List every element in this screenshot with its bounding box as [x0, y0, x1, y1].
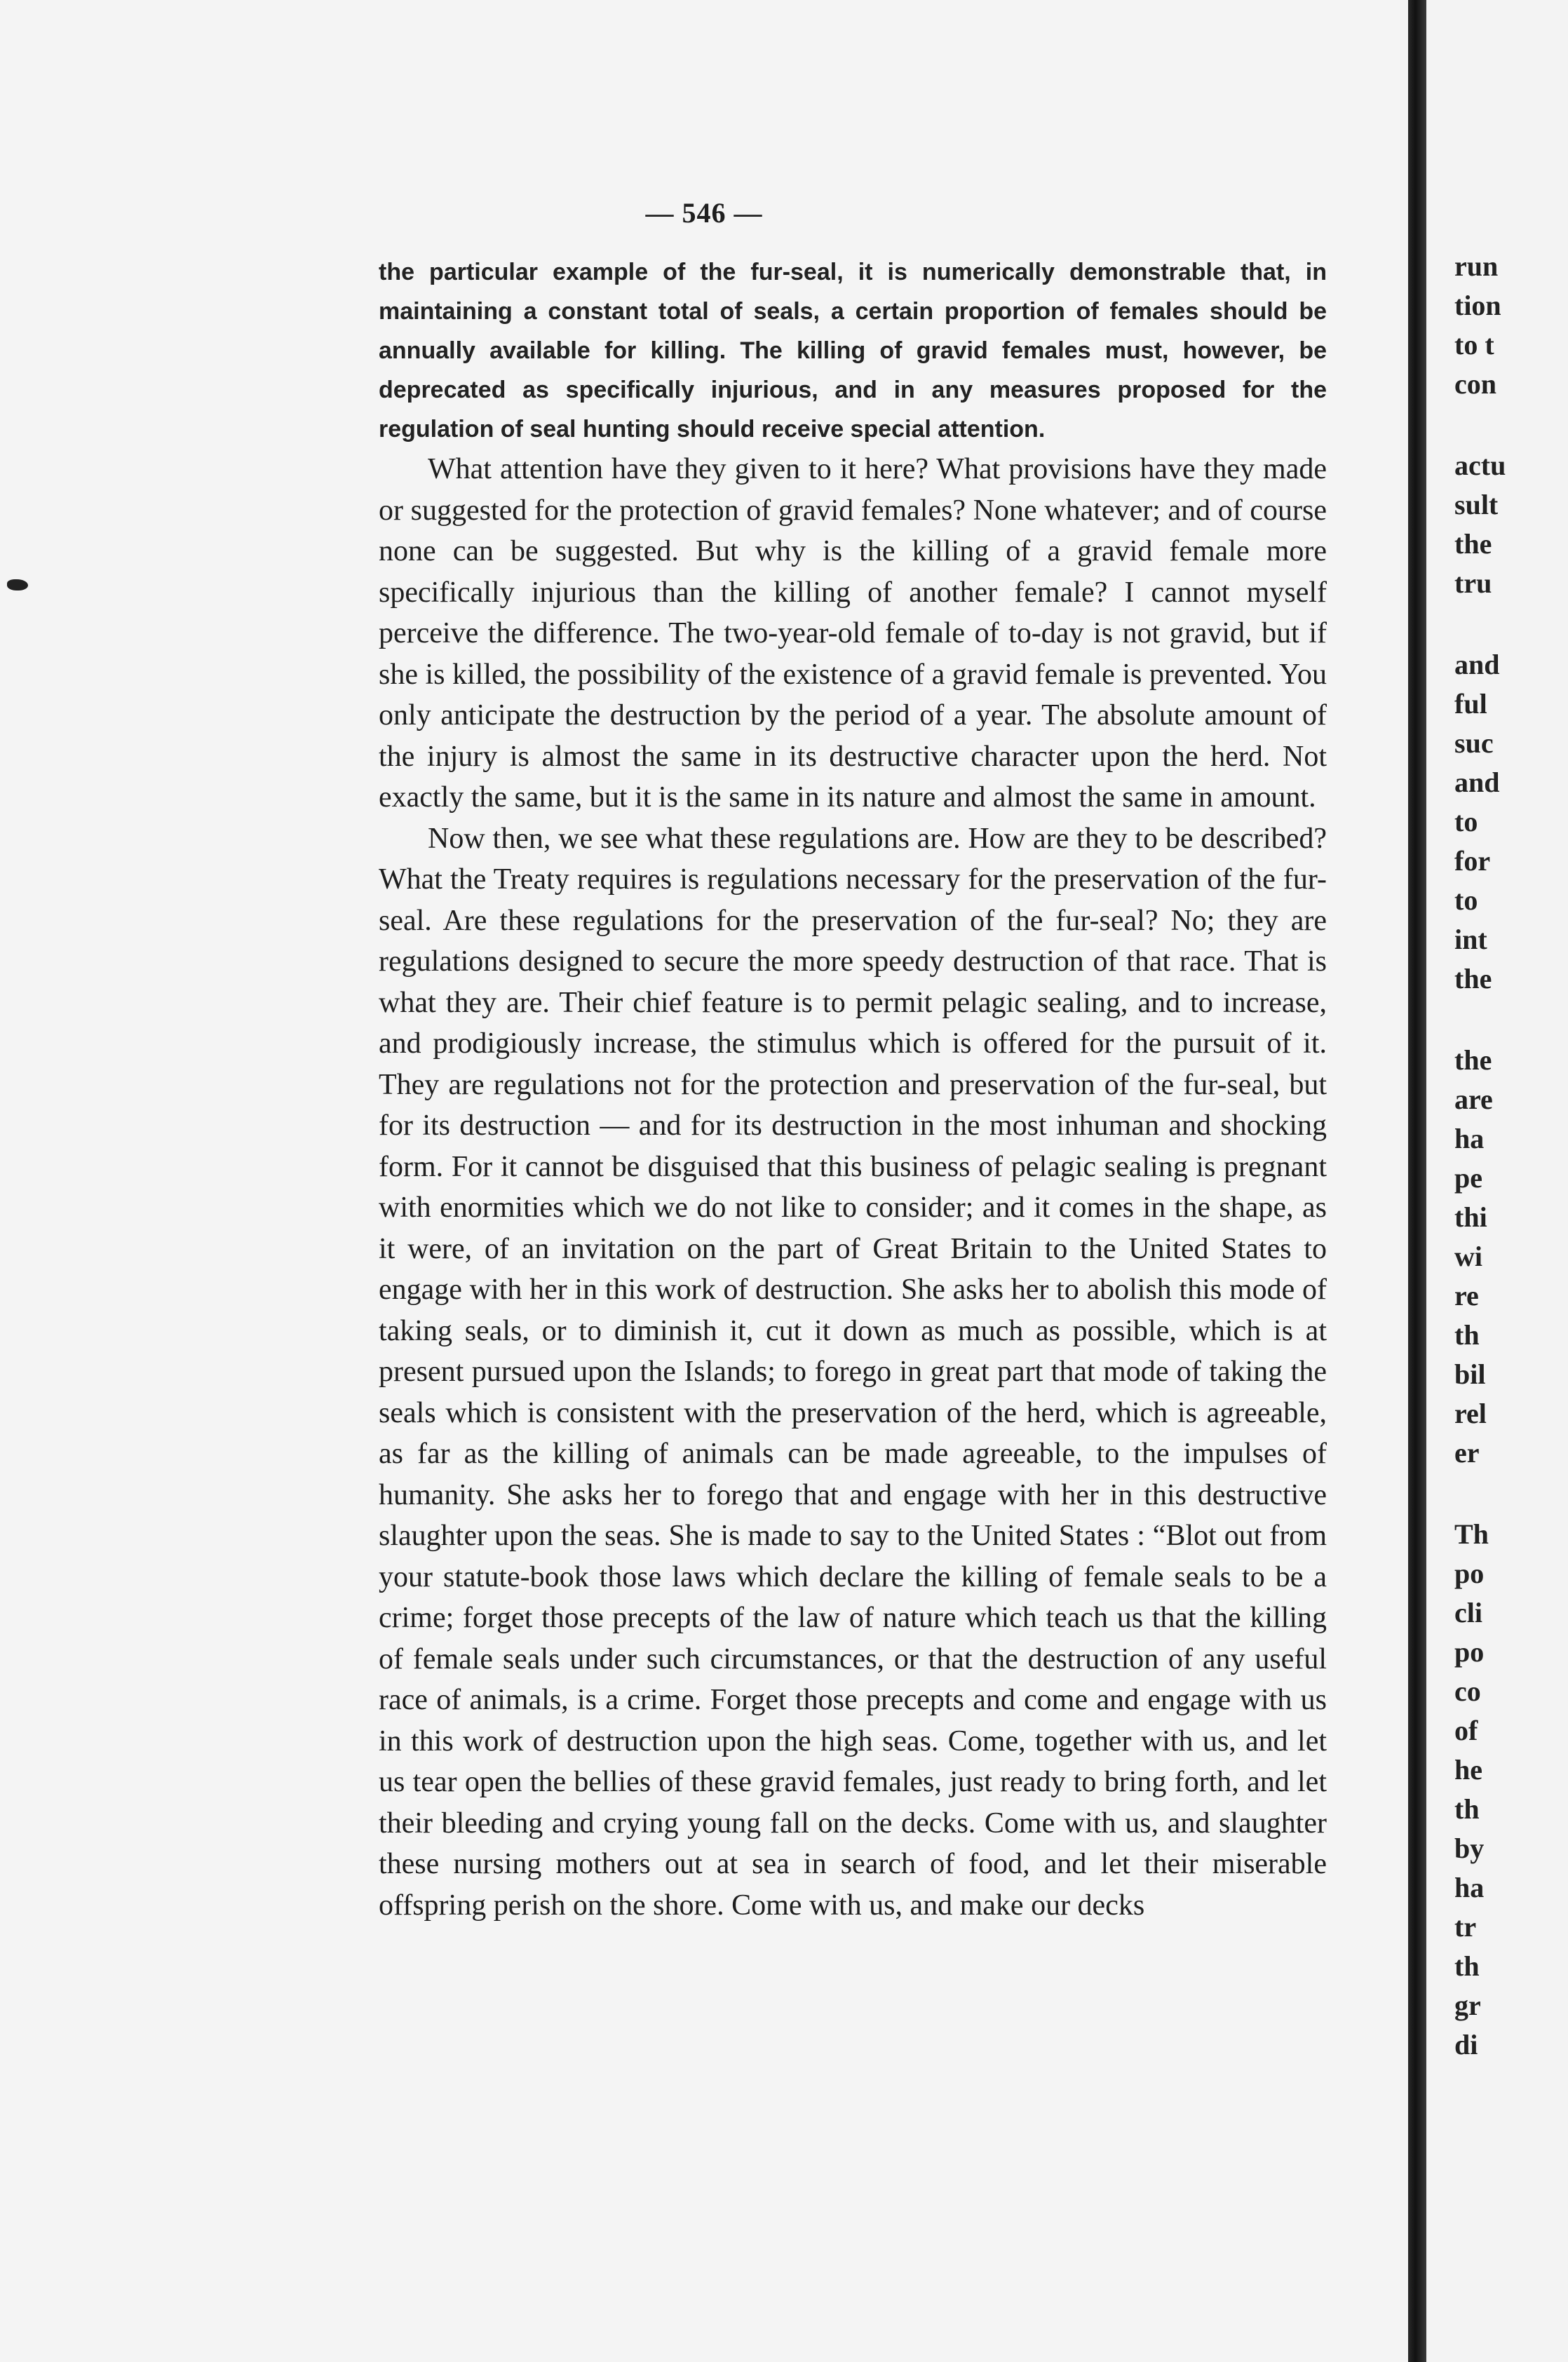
facing-page-fragments [1426, 0, 1568, 2362]
fragment: the [1454, 963, 1492, 994]
page-number: — 546 — [645, 197, 763, 229]
fragment: and [1454, 649, 1500, 680]
fragment: tr [1454, 1911, 1477, 1943]
fragment: sult [1454, 489, 1499, 520]
book-gutter [1408, 0, 1426, 2362]
fragment: cli [1454, 1597, 1482, 1628]
fragment: po [1454, 1636, 1485, 1668]
fragment: suc [1454, 727, 1494, 759]
fragment: to [1454, 806, 1478, 837]
fragment: ha [1454, 1123, 1485, 1154]
fragment: ha [1454, 1872, 1485, 1903]
fragment: th [1454, 1950, 1480, 1982]
fragment: tion [1454, 290, 1501, 321]
fragment: th [1454, 1319, 1480, 1351]
fragment: bil [1454, 1358, 1486, 1390]
quoted-passage: the particular example of the fur-seal, it is numerically demonstrable that, in maintaining a constant total of seals, a certain proportion of females should be annually available for killing. The killing of gravid females must, however, be deprecated as specifically injurious, and in any measures proposed for the regulation of seal hunting should receive special attention. [379, 259, 1327, 443]
fragment: he [1454, 1754, 1482, 1786]
fragment: are [1454, 1084, 1493, 1115]
fragment: wi [1454, 1241, 1482, 1272]
fragment: the [1454, 528, 1492, 560]
fragment: po [1454, 1558, 1485, 1589]
fragment: co [1454, 1675, 1481, 1707]
fragment: di [1454, 2029, 1478, 2060]
fragment: re [1454, 1280, 1479, 1311]
fragment: ful [1454, 688, 1487, 720]
fragment: pe [1454, 1162, 1482, 1194]
body-text [379, 449, 1327, 1926]
fragment: run [1454, 250, 1499, 282]
fragment: int [1454, 924, 1487, 955]
fragment: Th [1454, 1518, 1489, 1550]
fragment: gr [1454, 1990, 1481, 2021]
paragraph-1: What attention have they given to it here? What provisions have they made or suggested for the protection of gravid females? None whatever; and of course none can be suggested. But why is the killing of a gravid female more specifically injurious than the killing of another female? I cannot myself perceive the difference. The two-year-old female of to-day is not gravid, but if she is killed, the possibility of the existence of a gravid female is prevented. You only anticipate the destruction by the period of a year. The absolute amount of the injury is almost the same in its destructive character upon the herd. Not exactly the same, but it is the same in its nature and almost the same in amount. [379, 453, 1327, 814]
paragraph-2: Now then, we see what these regulations are. How are they to be described? What the Treaty requires is regulations necessary for the preservation of the fur-seal. Are these regulations for the preservation of the fur-seal? No; they are regulations designed to secure the more speedy destruction of that race. That is what they are. Their chief feature is to permit pelagic sealing, and to increase, and prodigiously increase, the stimulus which is offered for the pursuit of it. They are regulations not for the protection and preservation of the fur-seal, but for its destruction — and for its destruction in the most inhuman and shocking form. For it cannot be disguised that this business of pelagic sealing is pregnant with enormities which we do not like to consider; and it comes in the shape, as it were, of an invitation on the part of Great Britain to the United States to engage with her in this work of destruction. She asks her to abolish this mode of taking seals, or to diminish it, cut it down as much as possible, which is at present pursued upon the Islands; to forego in great part that mode of taking the seals which is consistent with the preservation of the herd, which is agreeable, as far as the killing of animals can be made agreeable, to the impulses of humanity. She asks her to forego that and engage with her in this destructive slaughter upon the seas. She is made to say to the United States : “Blot out from your statute-book those laws which declare the killing of female seals to be a crime; forget those precepts of the law of nature which teach us that the killing of female seals under such circumstances, or that the destruction of any useful race of animals, is a crime. Forget those precepts and come and engage with us in this work of destruction upon the high seas. Come, together with us, and let us tear open the bellies of these gravid females, just ready to bring forth, and let their bleeding and crying young fall on the decks. Come with us, and slaughter these nursing mothers out at sea in search of food, and let their miserable offspring perish on the shore. Come with us, and make our decks [379, 822, 1327, 1922]
fragment: by [1454, 1833, 1485, 1864]
fragment: for [1454, 845, 1491, 877]
fragment: tru [1454, 567, 1492, 599]
fragment: rel [1454, 1398, 1487, 1429]
fragment: the [1454, 1044, 1492, 1076]
fragment: to t [1454, 329, 1494, 360]
fragment: actu [1454, 450, 1506, 481]
fragment: of [1454, 1715, 1478, 1746]
fragment: and [1454, 767, 1500, 798]
fragment: er [1454, 1437, 1480, 1469]
fragment: thi [1454, 1201, 1487, 1233]
fragment: th [1454, 1793, 1480, 1825]
fragment: to [1454, 884, 1478, 916]
margin-ink-mark [7, 579, 28, 590]
fragment: con [1454, 368, 1496, 400]
